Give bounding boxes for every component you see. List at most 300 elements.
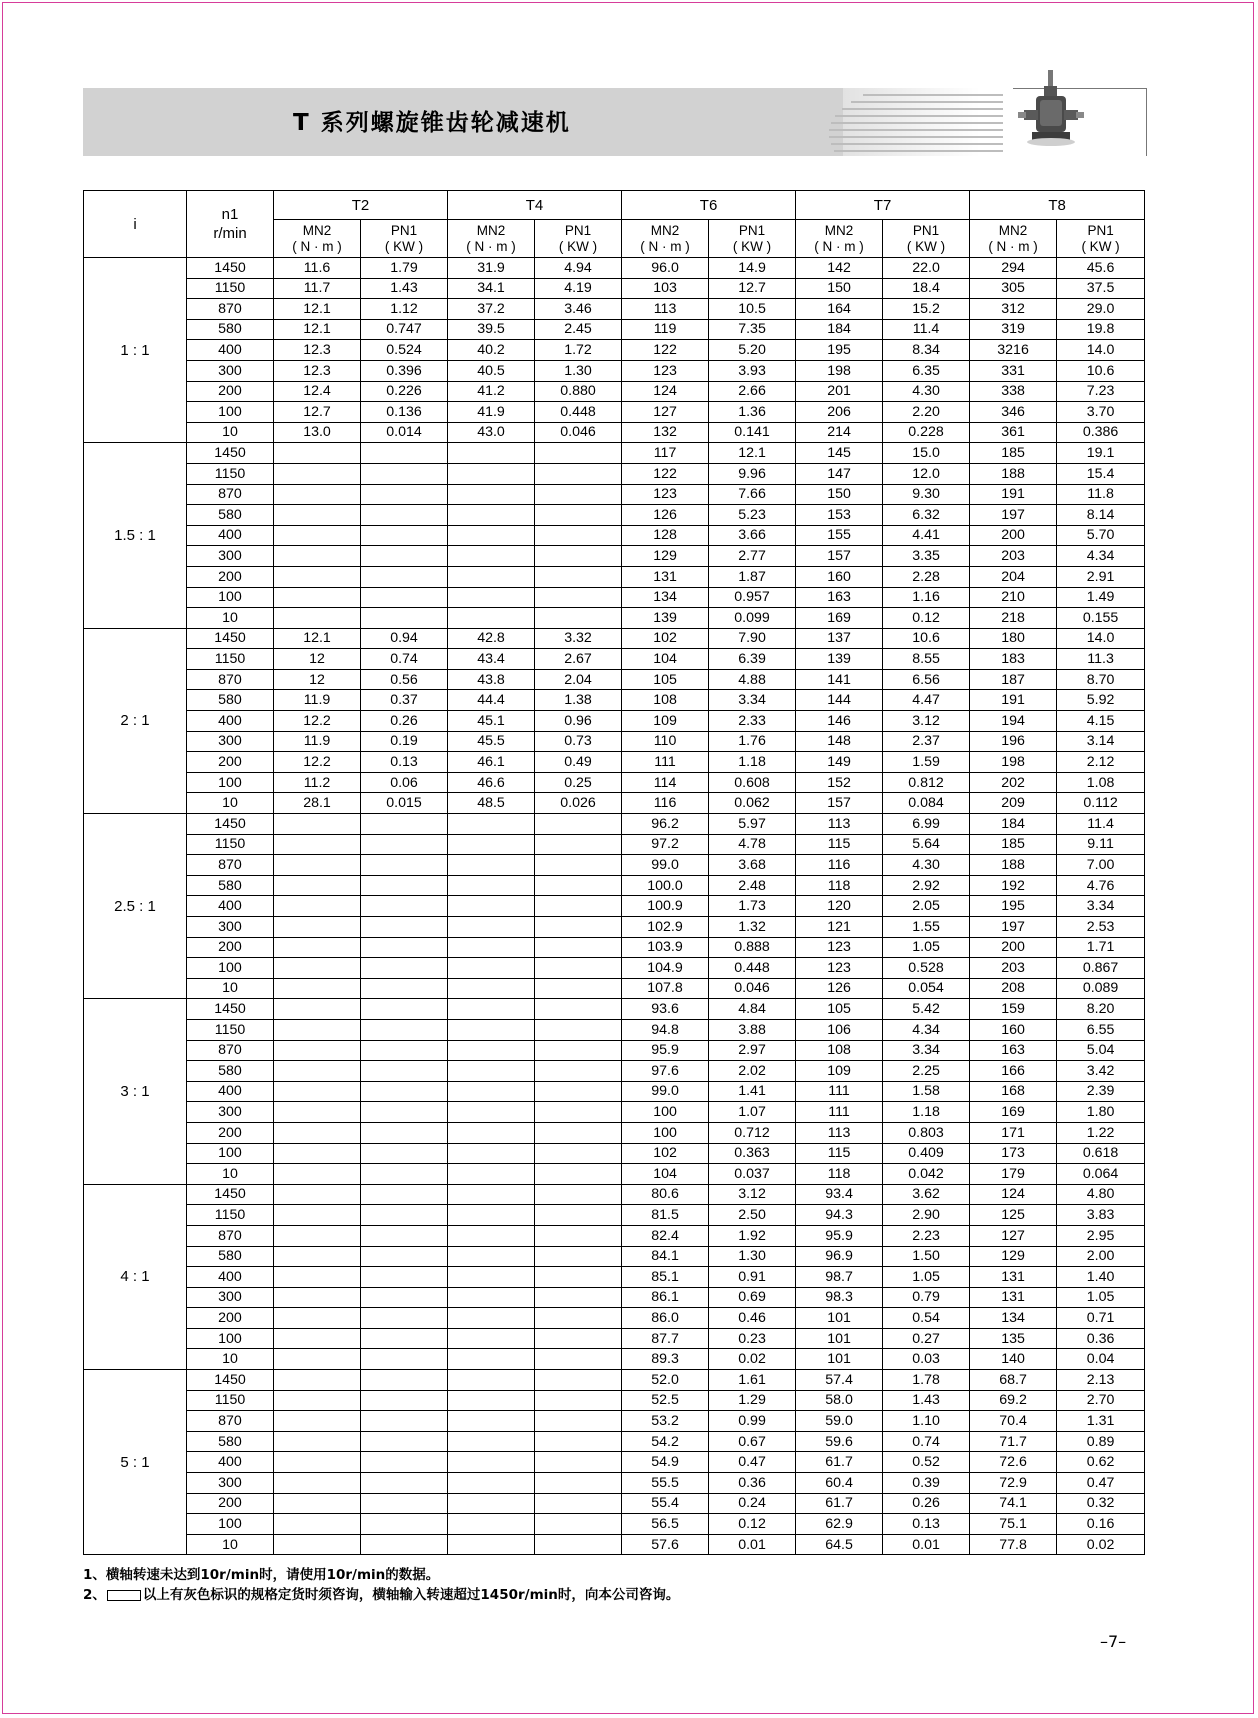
value-cell: 54.9 [622, 1452, 709, 1473]
table-row [84, 649, 1145, 670]
value-cell [274, 1225, 361, 1246]
subheader-unit: ( KW ) [558, 238, 598, 254]
value-cell: 135 [970, 1328, 1057, 1349]
value-cell: 2.13 [1057, 1370, 1145, 1391]
value-cell: 61.7 [796, 1452, 883, 1473]
value-cell: 0.014 [361, 422, 448, 443]
value-cell [448, 566, 535, 587]
value-cell: 0.062 [709, 793, 796, 814]
value-cell: 1.18 [709, 752, 796, 773]
value-cell: 159 [970, 999, 1057, 1020]
value-cell: 0.91 [709, 1267, 796, 1288]
value-cell [274, 1205, 361, 1226]
table-row [84, 1514, 1145, 1535]
value-cell: 0.084 [883, 793, 970, 814]
value-cell [448, 546, 535, 567]
table-row [84, 1370, 1145, 1391]
value-cell: 0.74 [361, 649, 448, 670]
value-cell [448, 1267, 535, 1288]
value-cell [448, 1164, 535, 1185]
value-cell: 116 [796, 855, 883, 876]
speed-cell: 300 [187, 917, 274, 938]
value-cell: 206 [796, 402, 883, 423]
value-cell [535, 525, 622, 546]
speed-cell: 1150 [187, 278, 274, 299]
value-cell [361, 855, 448, 876]
value-cell: 57.6 [622, 1534, 709, 1555]
value-cell: 169 [796, 608, 883, 629]
value-cell: 346 [970, 402, 1057, 423]
value-cell: 80.6 [622, 1184, 709, 1205]
value-cell: 1.05 [883, 937, 970, 958]
value-cell: 2.00 [1057, 1246, 1145, 1267]
value-cell: 0.12 [883, 608, 970, 629]
value-cell: 43.4 [448, 649, 535, 670]
speed-cell: 100 [187, 1143, 274, 1164]
speed-cell: 1450 [187, 999, 274, 1020]
value-cell: 41.2 [448, 381, 535, 402]
value-cell [274, 1246, 361, 1267]
speed-cell: 10 [187, 1349, 274, 1370]
value-cell: 1.49 [1057, 587, 1145, 608]
value-cell [274, 1328, 361, 1349]
speed-cell: 580 [187, 1431, 274, 1452]
value-cell: 2.12 [1057, 752, 1145, 773]
value-cell [448, 1184, 535, 1205]
value-cell: 149 [796, 752, 883, 773]
value-cell: 19.8 [1057, 319, 1145, 340]
value-cell: 11.8 [1057, 484, 1145, 505]
value-cell: 95.9 [622, 1040, 709, 1061]
value-cell [535, 814, 622, 835]
value-cell: 106 [796, 1019, 883, 1040]
value-cell [361, 566, 448, 587]
value-cell [361, 1040, 448, 1061]
value-cell: 2.67 [535, 649, 622, 670]
value-cell: 11.9 [274, 731, 361, 752]
value-cell [361, 958, 448, 979]
value-cell: 132 [622, 422, 709, 443]
value-cell: 2.50 [709, 1205, 796, 1226]
value-cell [361, 484, 448, 505]
value-cell: 34.1 [448, 278, 535, 299]
value-cell: 164 [796, 299, 883, 320]
value-cell: 150 [796, 278, 883, 299]
value-cell: 7.90 [709, 628, 796, 649]
value-cell [274, 814, 361, 835]
value-cell [448, 1019, 535, 1040]
value-cell: 1.31 [1057, 1411, 1145, 1432]
value-cell [361, 608, 448, 629]
value-cell: 100.0 [622, 875, 709, 896]
value-cell [361, 1164, 448, 1185]
value-cell: 120 [796, 896, 883, 917]
value-cell: 0.228 [883, 422, 970, 443]
value-cell: 4.84 [709, 999, 796, 1020]
value-cell: 74.1 [970, 1493, 1057, 1514]
speed-cell: 300 [187, 731, 274, 752]
value-cell: 1.38 [535, 690, 622, 711]
table-row [84, 999, 1145, 1020]
value-cell [361, 1246, 448, 1267]
value-cell: 157 [796, 546, 883, 567]
speed-cell: 400 [187, 711, 274, 732]
value-cell [448, 1349, 535, 1370]
value-cell: 0.52 [883, 1452, 970, 1473]
value-cell [448, 505, 535, 526]
speed-cell: 1150 [187, 1205, 274, 1226]
value-cell: 40.5 [448, 360, 535, 381]
value-cell [361, 1328, 448, 1349]
value-cell: 0.880 [535, 381, 622, 402]
value-cell: 1.10 [883, 1411, 970, 1432]
value-cell [535, 958, 622, 979]
value-cell: 111 [796, 1102, 883, 1123]
value-cell [274, 1411, 361, 1432]
value-cell: 4.88 [709, 669, 796, 690]
value-cell: 4.19 [535, 278, 622, 299]
table-row [84, 731, 1145, 752]
value-cell: 102 [622, 628, 709, 649]
gearbox-image [1018, 70, 1084, 156]
value-cell [274, 1452, 361, 1473]
value-cell: 4.15 [1057, 711, 1145, 732]
value-cell: 123 [796, 937, 883, 958]
value-cell: 1.61 [709, 1370, 796, 1391]
page-title: T 系列螺旋锥齿轮减速机 [293, 110, 571, 136]
value-cell [448, 1514, 535, 1535]
value-cell: 1.41 [709, 1081, 796, 1102]
value-cell: 0.747 [361, 319, 448, 340]
speed-cell: 10 [187, 422, 274, 443]
value-cell: 0.064 [1057, 1164, 1145, 1185]
table-row [84, 1390, 1145, 1411]
value-cell: 0.037 [709, 1164, 796, 1185]
value-cell: 0.409 [883, 1143, 970, 1164]
value-cell: 8.34 [883, 340, 970, 361]
speed-cell: 1150 [187, 463, 274, 484]
value-cell: 0.06 [361, 772, 448, 793]
value-cell: 6.39 [709, 649, 796, 670]
subheader-mn2-t2 [274, 220, 361, 258]
value-cell: 8.70 [1057, 669, 1145, 690]
value-cell: 166 [970, 1061, 1057, 1082]
footnote-2 [83, 1585, 679, 1605]
value-cell: 3.66 [709, 525, 796, 546]
value-cell: 116 [622, 793, 709, 814]
table-row [84, 1431, 1145, 1452]
value-cell: 124 [622, 381, 709, 402]
value-cell: 179 [970, 1164, 1057, 1185]
value-cell: 118 [796, 875, 883, 896]
value-cell [361, 1102, 448, 1123]
table-row [84, 1164, 1145, 1185]
value-cell: 12 [274, 649, 361, 670]
table-row [84, 1205, 1145, 1226]
header-ratio: i [84, 191, 187, 258]
value-cell: 134 [970, 1308, 1057, 1329]
value-cell [274, 484, 361, 505]
value-cell: 122 [622, 463, 709, 484]
value-cell: 160 [796, 566, 883, 587]
value-cell: 11.9 [274, 690, 361, 711]
table-row [84, 1122, 1145, 1143]
subheader-pn1-t4 [535, 220, 622, 258]
value-cell [361, 1081, 448, 1102]
speed-cell: 100 [187, 402, 274, 423]
subheader-mn2-t8 [970, 220, 1057, 258]
speed-cell: 10 [187, 608, 274, 629]
speed-cell: 100 [187, 587, 274, 608]
value-cell: 140 [970, 1349, 1057, 1370]
value-cell: 1.16 [883, 587, 970, 608]
value-cell: 6.35 [883, 360, 970, 381]
value-cell: 11.7 [274, 278, 361, 299]
value-cell: 198 [970, 752, 1057, 773]
value-cell [361, 463, 448, 484]
speed-cell: 1150 [187, 1390, 274, 1411]
value-cell: 84.1 [622, 1246, 709, 1267]
value-cell: 105 [796, 999, 883, 1020]
value-cell [448, 1040, 535, 1061]
value-cell: 0.54 [883, 1308, 970, 1329]
table-row [84, 402, 1145, 423]
value-cell [361, 999, 448, 1020]
table-row [84, 484, 1145, 505]
value-cell: 15.4 [1057, 463, 1145, 484]
value-cell: 61.7 [796, 1493, 883, 1514]
value-cell [274, 1349, 361, 1370]
table-row [84, 978, 1145, 999]
value-cell [448, 484, 535, 505]
value-cell [535, 1019, 622, 1040]
value-cell [274, 463, 361, 484]
value-cell: 3216 [970, 340, 1057, 361]
value-cell: 98.7 [796, 1267, 883, 1288]
value-cell [361, 1122, 448, 1143]
value-cell: 171 [970, 1122, 1057, 1143]
value-cell [535, 1081, 622, 1102]
value-cell: 134 [622, 587, 709, 608]
value-cell [361, 1452, 448, 1473]
value-cell: 56.5 [622, 1514, 709, 1535]
value-cell [535, 1349, 622, 1370]
value-cell: 0.02 [1057, 1534, 1145, 1555]
value-cell: 7.66 [709, 484, 796, 505]
value-cell: 294 [970, 258, 1057, 279]
value-cell: 28.1 [274, 793, 361, 814]
value-cell: 100 [622, 1122, 709, 1143]
speed-cell: 400 [187, 340, 274, 361]
speed-cell: 870 [187, 669, 274, 690]
value-cell: 104 [622, 649, 709, 670]
value-cell [535, 1061, 622, 1082]
value-cell [448, 958, 535, 979]
value-cell: 173 [970, 1143, 1057, 1164]
speed-cell: 1150 [187, 834, 274, 855]
value-cell: 0.046 [709, 978, 796, 999]
value-cell [274, 978, 361, 999]
value-cell [535, 1225, 622, 1246]
table-row [84, 381, 1145, 402]
value-cell [361, 917, 448, 938]
subheader-label: PN1 [738, 222, 766, 238]
value-cell [535, 463, 622, 484]
value-cell: 0.71 [1057, 1308, 1145, 1329]
value-cell: 12 [274, 669, 361, 690]
value-cell [274, 1493, 361, 1514]
table-row [84, 834, 1145, 855]
value-cell: 55.5 [622, 1473, 709, 1494]
value-cell: 123 [622, 360, 709, 381]
table-row [84, 711, 1145, 732]
value-cell: 139 [622, 608, 709, 629]
value-cell: 305 [970, 278, 1057, 299]
value-cell: 2.23 [883, 1225, 970, 1246]
value-cell: 131 [970, 1287, 1057, 1308]
value-cell [535, 505, 622, 526]
subheader-unit: ( N · m ) [988, 238, 1038, 254]
value-cell [274, 1267, 361, 1288]
value-cell: 102 [622, 1143, 709, 1164]
value-cell: 18.4 [883, 278, 970, 299]
value-cell: 0.712 [709, 1122, 796, 1143]
speed-cell: 870 [187, 1225, 274, 1246]
value-cell: 114 [622, 772, 709, 793]
table-row [84, 690, 1145, 711]
value-cell: 1.78 [883, 1370, 970, 1391]
value-cell: 0.13 [361, 752, 448, 773]
value-cell: 53.2 [622, 1411, 709, 1432]
value-cell: 191 [970, 484, 1057, 505]
value-cell: 95.9 [796, 1225, 883, 1246]
speed-cell: 200 [187, 566, 274, 587]
value-cell: 3.62 [883, 1184, 970, 1205]
value-cell [274, 1184, 361, 1205]
speed-cell: 200 [187, 752, 274, 773]
speed-cell: 1450 [187, 258, 274, 279]
value-cell [274, 1040, 361, 1061]
value-cell: 0.03 [883, 1349, 970, 1370]
value-cell: 137 [796, 628, 883, 649]
value-cell: 127 [970, 1225, 1057, 1246]
value-cell: 100.9 [622, 896, 709, 917]
table-row [84, 463, 1145, 484]
subheader-mn2-t4 [448, 220, 535, 258]
header-input-speed [187, 191, 274, 258]
value-cell [535, 1452, 622, 1473]
value-cell: 131 [622, 566, 709, 587]
value-cell: 183 [970, 649, 1057, 670]
table-row [84, 875, 1145, 896]
value-cell: 86.0 [622, 1308, 709, 1329]
value-cell [448, 443, 535, 464]
value-cell [361, 1370, 448, 1391]
footnote-1: 1、横轴转速未达到10r/min时，请使用10r/min的数据。 [83, 1567, 440, 1583]
value-cell [448, 917, 535, 938]
value-cell: 1.73 [709, 896, 796, 917]
value-cell: 58.0 [796, 1390, 883, 1411]
value-cell: 218 [970, 608, 1057, 629]
value-cell: 60.4 [796, 1473, 883, 1494]
value-cell [361, 875, 448, 896]
table-row [84, 587, 1145, 608]
value-cell: 52.0 [622, 1370, 709, 1391]
value-cell: 0.79 [883, 1287, 970, 1308]
value-cell [361, 1287, 448, 1308]
value-cell: 0.136 [361, 402, 448, 423]
value-cell: 6.55 [1057, 1019, 1145, 1040]
value-cell: 2.66 [709, 381, 796, 402]
value-cell: 4.80 [1057, 1184, 1145, 1205]
value-cell: 0.49 [535, 752, 622, 773]
subheader-unit: ( N · m ) [814, 238, 864, 254]
value-cell: 15.2 [883, 299, 970, 320]
value-cell [361, 834, 448, 855]
subheader-unit: ( KW ) [1081, 238, 1120, 254]
speed-cell: 580 [187, 319, 274, 340]
value-cell: 184 [796, 319, 883, 340]
value-cell: 115 [796, 1143, 883, 1164]
value-cell: 2.20 [883, 402, 970, 423]
speed-cell: 1450 [187, 1184, 274, 1205]
value-cell: 48.5 [448, 793, 535, 814]
table-row [84, 608, 1145, 629]
value-cell: 37.5 [1057, 278, 1145, 299]
value-cell: 101 [796, 1328, 883, 1349]
value-cell: 0.69 [709, 1287, 796, 1308]
value-cell: 59.0 [796, 1411, 883, 1432]
value-cell: 12.3 [274, 360, 361, 381]
value-cell: 188 [970, 463, 1057, 484]
value-cell: 168 [970, 1081, 1057, 1102]
speed-cell: 870 [187, 299, 274, 320]
speed-cell: 200 [187, 937, 274, 958]
value-cell: 1.43 [883, 1390, 970, 1411]
table-row [84, 1143, 1145, 1164]
value-cell: 75.1 [970, 1514, 1057, 1535]
value-cell [361, 1473, 448, 1494]
value-cell: 37.2 [448, 299, 535, 320]
value-cell: 93.4 [796, 1184, 883, 1205]
value-cell: 2.28 [883, 566, 970, 587]
value-cell: 72.6 [970, 1452, 1057, 1473]
value-cell: 96.9 [796, 1246, 883, 1267]
value-cell: 57.4 [796, 1370, 883, 1391]
value-cell: 2.02 [709, 1061, 796, 1082]
value-cell: 4.78 [709, 834, 796, 855]
value-cell: 187 [970, 669, 1057, 690]
value-cell: 10.5 [709, 299, 796, 320]
value-cell [535, 1102, 622, 1123]
value-cell: 108 [622, 690, 709, 711]
value-cell: 99.0 [622, 855, 709, 876]
value-cell: 153 [796, 505, 883, 526]
value-cell: 14.0 [1057, 628, 1145, 649]
value-cell [274, 608, 361, 629]
value-cell: 0.155 [1057, 608, 1145, 629]
value-cell [361, 443, 448, 464]
value-cell: 204 [970, 566, 1057, 587]
header-model-t4: T4 [448, 191, 622, 220]
table-row [84, 1246, 1145, 1267]
value-cell [535, 917, 622, 938]
value-cell: 12.1 [709, 443, 796, 464]
value-cell: 142 [796, 258, 883, 279]
value-cell: 338 [970, 381, 1057, 402]
value-cell: 6.56 [883, 669, 970, 690]
value-cell: 2.53 [1057, 917, 1145, 938]
